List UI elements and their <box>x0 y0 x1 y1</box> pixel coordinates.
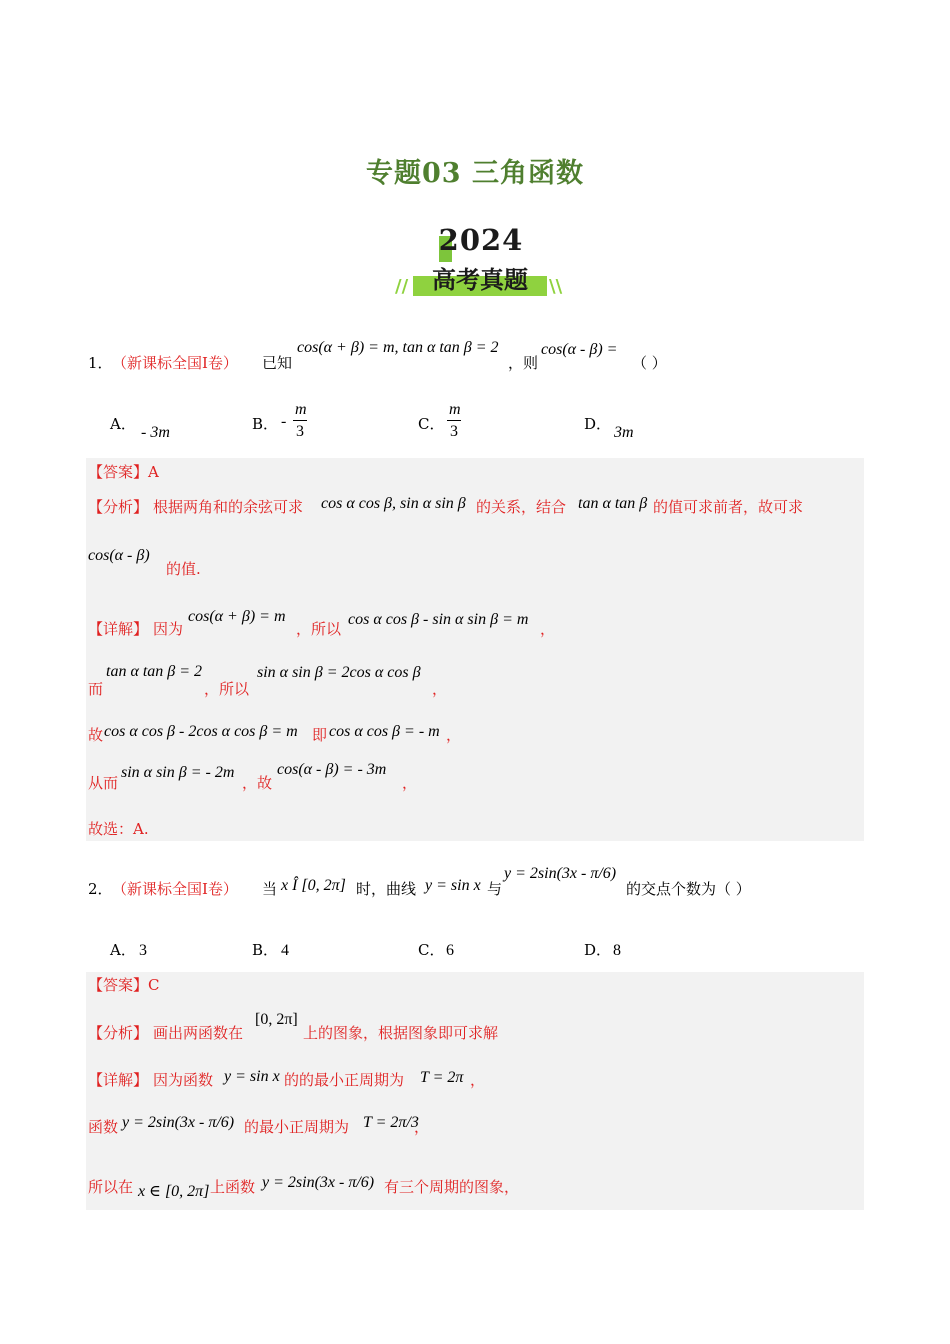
q2-detail-1-math-2: T = 2π <box>420 1069 464 1086</box>
q1-analysis-math-1: cos α cos β, sin α sin β <box>321 495 466 512</box>
q1-detail-3-math-2: cos α cos β = - m <box>329 723 440 740</box>
q1-detail-2-c: ， <box>432 680 448 698</box>
q2-detail-3-math-2: y = 2sin(3x - π/6) <box>262 1174 375 1191</box>
q1-stem-a: 已知 <box>262 354 293 372</box>
q1-detail-2-math-2: sin α sin β = 2cos α cos β <box>257 664 421 681</box>
q1-ask: cos(α - β) = <box>541 341 618 358</box>
q2-option-a-label: A． <box>110 941 136 959</box>
q2-detail-3-math-1: x ∈ [0, 2π] <box>138 1183 210 1200</box>
q1-option-c-label: C． <box>418 415 445 433</box>
q2-solution-panel <box>86 972 864 1210</box>
q2-detail-3-c: 有三个周期的图象， <box>384 1178 520 1196</box>
q1-conclusion: 故选：A. <box>88 820 149 838</box>
q2-analysis-label: 【分析】 <box>88 1024 149 1042</box>
q1-detail-1-math-1: cos(α + β) = m <box>188 608 286 625</box>
q1-answer: 【答案】A <box>88 463 159 481</box>
q2-detail-label: 【详解】 <box>88 1071 149 1089</box>
q2-option-c-label: C． <box>418 941 445 959</box>
q1-analysis-label: 【分析】 <box>88 498 149 516</box>
q2-detail-1-math-1: y = sin x <box>224 1068 280 1085</box>
q2-math-3: y = 2sin(3x - π/6) <box>504 865 617 882</box>
q1-stem-b: ，则 <box>508 354 539 372</box>
q1-detail-3-a: 故 <box>88 726 104 744</box>
q1-detail-2-math-1: tan α tan β = 2 <box>106 663 203 680</box>
q2-analysis-text-b: 上的图象，根据图象即可求解 <box>303 1024 499 1042</box>
q2-analysis-text-a: 画出两函数在 <box>153 1024 244 1042</box>
q1-option-b-label: B． <box>252 415 279 433</box>
q2-detail-3-a: 所以在 <box>88 1178 134 1196</box>
q1-detail-3-math-1: cos α cos β - 2cos α cos β = m <box>104 723 298 740</box>
q1-detail-2-b: ，所以 <box>204 680 250 698</box>
q2-detail-2-c: ， <box>414 1118 430 1136</box>
q1-detail-1-a: 因为 <box>153 620 184 638</box>
q2-option-b-value: 4 <box>281 942 289 959</box>
q1-answer-paren: （ ） <box>632 354 667 372</box>
q2-math-2: y = sin x <box>425 877 481 894</box>
q1-detail-4-b: ，故 <box>242 774 273 792</box>
q2-detail-1-c: ， <box>470 1071 486 1089</box>
q1-option-b-value: - m 3 <box>281 401 307 440</box>
q2-math-1: x Î [0, 2π] <box>281 877 346 894</box>
q1-option-d-value: 3m <box>614 424 634 441</box>
q2-detail-2-a: 函数 <box>88 1118 119 1136</box>
q2-stem-c: 与 <box>487 880 503 898</box>
q2-detail-3-b: 上函数 <box>210 1178 256 1196</box>
q2-stem-d: 的交点个数为（ ） <box>626 880 751 898</box>
q1-analysis-text-d: 的值. <box>166 560 201 578</box>
q2-option-c-value: 6 <box>446 942 454 959</box>
q1-analysis-text-c: 的值可求前者，故可求 <box>653 498 804 516</box>
left-slash-icon: // <box>395 276 409 297</box>
q1-analysis-text-a: 根据两角和的余弦可求 <box>153 498 304 516</box>
badge-year: 2024 <box>438 223 524 257</box>
q1-option-c-value: m 3 <box>449 401 461 440</box>
right-slash-icon: \\ <box>549 276 563 297</box>
q2-detail-1-a: 因为函数 <box>153 1071 214 1089</box>
q1-detail-4-a: 从而 <box>88 774 119 792</box>
q1-detail-1-c: ， <box>540 620 556 638</box>
q1-detail-4-c: ， <box>402 774 418 792</box>
q1-analysis-text-b: 的关系，结合 <box>476 498 567 516</box>
q1-detail-2-a: 而 <box>88 680 104 698</box>
q2-option-b-label: B． <box>252 941 279 959</box>
q1-detail-label: 【详解】 <box>88 620 149 638</box>
q2-detail-1-b: 的的最小正周期为 <box>284 1071 405 1089</box>
q2-stem-b: 时，曲线 <box>356 880 417 898</box>
q1-detail-3-b: 即 <box>312 726 328 744</box>
q1-detail-4-math-2: cos(α - β) = - 3m <box>277 761 387 778</box>
q2-analysis-math-1: [0, 2π] <box>255 1011 298 1028</box>
q1-source: （新课标全国Ⅰ卷） <box>112 354 238 372</box>
q1-detail-1-math-2: cos α cos β - sin α sin β = m <box>348 611 529 628</box>
q1-option-a-label: A． <box>110 415 136 433</box>
q1-detail-4-math-1: sin α sin β = - 2m <box>121 764 235 781</box>
q1-analysis-math-3: cos(α - β) <box>88 547 150 564</box>
q1-condition: cos(α + β) = m, tan α tan β = 2 <box>297 339 499 356</box>
q2-option-d-label: D． <box>584 941 612 959</box>
q2-source: （新课标全国Ⅰ卷） <box>112 880 238 898</box>
q2-detail-2-b: 的最小正周期为 <box>244 1118 350 1136</box>
year-badge <box>395 223 565 304</box>
q2-detail-2-math-2: T = 2π/3 <box>363 1114 419 1131</box>
q1-detail-3-c: ， <box>446 726 462 744</box>
q1-option-d-label: D． <box>584 415 612 433</box>
q2-answer: 【答案】C <box>88 976 160 994</box>
q1-detail-1-b: ，所以 <box>296 620 342 638</box>
q2-number: 2． <box>88 880 113 898</box>
q1-option-a-value: - 3m <box>141 424 170 441</box>
q2-stem-a: 当 <box>262 880 278 898</box>
q2-detail-2-math-1: y = 2sin(3x - π/6) <box>122 1114 235 1131</box>
q1-analysis-math-2: tan α tan β <box>578 495 648 512</box>
page-title: 专题03 三角函数 <box>366 158 584 189</box>
badge-subtitle: 高考真题 <box>432 266 528 294</box>
q1-number: 1． <box>88 354 113 372</box>
q2-option-d-value: 8 <box>613 942 621 959</box>
q2-option-a-value: 3 <box>139 942 147 959</box>
